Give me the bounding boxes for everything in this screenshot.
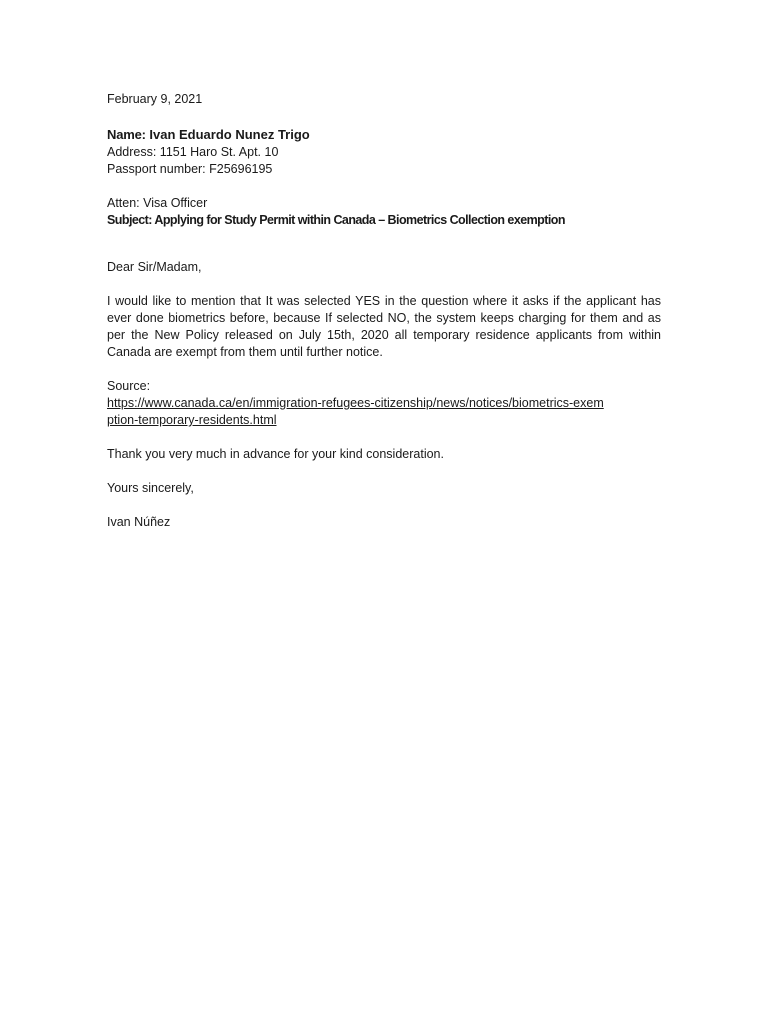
closing-line: Yours sincerely,: [107, 481, 194, 495]
passport-line: Passport number: F25696195: [107, 162, 273, 176]
name-line: [107, 125, 661, 144]
name-label: Name:: [107, 127, 146, 142]
letter-body: [107, 91, 661, 531]
salutation: Dear Sir/Madam,: [107, 260, 202, 274]
attention-line: Atten: Visa Officer: [107, 196, 208, 210]
name-value: Ivan Eduardo Nunez Trigo: [149, 127, 310, 142]
body-paragraph: I would like to mention that It was selected YES in the question where it asks if the applicant has ever done biometrics before, because If selected NO, the system keeps charging for them and as per the New Policy released on July 15th, 2020 all temporary residence applicants from within Canada are exempt from them until further notice.: [107, 294, 661, 359]
thanks-line: Thank you very much in advance for your kind consideration.: [107, 447, 444, 461]
address-line: Address: 1151 Haro St. Apt. 10: [107, 145, 279, 159]
source-label: Source:: [107, 379, 151, 393]
source-link[interactable]: https://www.canada.ca/en/immigration-refugees-citizenship/news/notices/biometrics-exemption-temporary-residents.html: [107, 396, 604, 427]
signature-line: Ivan Núñez: [107, 515, 171, 529]
subject-line: Subject: Applying for Study Permit within Canada – Biometrics Collection exemption: [107, 213, 565, 227]
letter-date: February 9, 2021: [107, 92, 203, 106]
